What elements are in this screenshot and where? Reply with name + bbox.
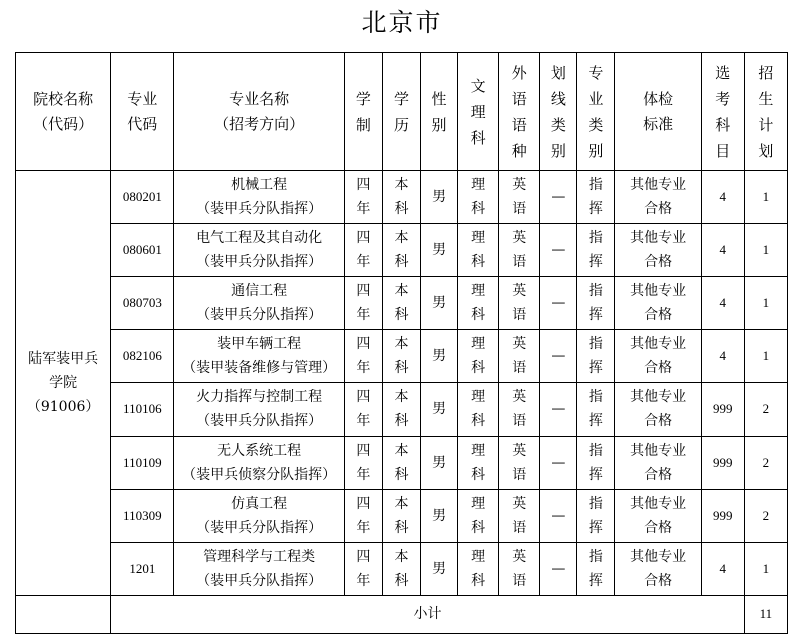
language-text: 英语 — [512, 177, 527, 218]
specialty-type — [577, 436, 615, 489]
duration-text: 四年 — [356, 283, 371, 324]
physical-line2: 合格 — [644, 572, 673, 589]
education — [382, 383, 420, 436]
physical — [615, 542, 701, 595]
physical-line1: 其他专业 — [630, 336, 687, 353]
header-plan — [744, 53, 787, 171]
major-name-text: 火力指挥与控制工程 — [196, 389, 323, 406]
header-major-name-line1: 专业名称 — [229, 89, 290, 108]
subjects: 4 — [701, 542, 744, 595]
subjects: 999 — [701, 383, 744, 436]
language-text: 英语 — [512, 495, 527, 536]
major-code: 110109 — [111, 436, 174, 489]
specialty-type — [577, 542, 615, 595]
line-type: — — [540, 277, 577, 330]
major-direction: （装甲兵分队指挥） — [196, 254, 323, 271]
duration-text: 四年 — [356, 177, 371, 218]
header-specialty-type — [577, 53, 615, 171]
line-type: — — [540, 489, 577, 542]
duration — [344, 383, 382, 436]
major-name-text: 管理科学与工程类 — [203, 548, 316, 565]
major-code: 110106 — [111, 383, 174, 436]
line-type: — — [540, 330, 577, 383]
physical-line2: 合格 — [644, 413, 673, 430]
major-code: 080703 — [111, 277, 174, 330]
language — [499, 330, 540, 383]
major-code: 080201 — [111, 171, 174, 224]
physical — [615, 436, 701, 489]
gender: 男 — [421, 330, 458, 383]
table-row — [16, 224, 788, 277]
major-code: 110309 — [111, 489, 174, 542]
education — [382, 489, 420, 542]
header-language — [499, 53, 540, 171]
physical-line2: 合格 — [644, 254, 673, 271]
header-line-type-text: 划线类别 — [550, 63, 566, 160]
language-text: 英语 — [512, 548, 527, 589]
header-plan-text: 招生计划 — [758, 63, 774, 160]
major-name — [174, 224, 344, 277]
education — [382, 171, 420, 224]
category — [458, 330, 499, 383]
category-text: 理科 — [471, 389, 486, 430]
school-name-line1: 陆军装甲兵 — [28, 350, 99, 367]
header-major-name-line2: （招考方向） — [214, 114, 305, 133]
language — [499, 489, 540, 542]
physical-line1: 其他专业 — [630, 230, 687, 247]
category — [458, 489, 499, 542]
major-name — [174, 277, 344, 330]
header-physical-line1: 体检 — [643, 89, 674, 108]
subjects: 4 — [701, 224, 744, 277]
header-education — [382, 53, 420, 171]
table-row — [16, 489, 788, 542]
category-text: 理科 — [471, 495, 486, 536]
major-direction: （装甲装备维修与管理） — [182, 360, 337, 377]
education-text: 本科 — [394, 442, 409, 483]
major-code: 080601 — [111, 224, 174, 277]
specialty-type-text: 指挥 — [588, 495, 603, 536]
header-school-line1: 院校名称 — [33, 89, 94, 108]
education — [382, 542, 420, 595]
gender: 男 — [421, 171, 458, 224]
plan: 1 — [744, 224, 787, 277]
specialty-type — [577, 383, 615, 436]
plan: 2 — [744, 436, 787, 489]
header-major-code — [111, 53, 174, 171]
duration — [344, 277, 382, 330]
subjects: 4 — [701, 330, 744, 383]
duration — [344, 171, 382, 224]
header-major-code-line2: 代码 — [127, 114, 158, 133]
header-row — [16, 53, 788, 171]
category-text: 理科 — [471, 442, 486, 483]
specialty-type — [577, 330, 615, 383]
physical-line1: 其他专业 — [630, 495, 687, 512]
header-major-name — [174, 53, 344, 171]
duration-text: 四年 — [356, 442, 371, 483]
line-type: — — [540, 171, 577, 224]
education-text: 本科 — [394, 230, 409, 271]
line-type: — — [540, 436, 577, 489]
physical-line1: 其他专业 — [630, 283, 687, 300]
major-direction: （装甲兵分队指挥） — [196, 201, 323, 218]
major-direction: （装甲兵侦察分队指挥） — [182, 466, 337, 483]
language-text: 英语 — [512, 442, 527, 483]
school-code: （91006） — [26, 398, 100, 415]
gender: 男 — [421, 489, 458, 542]
education — [382, 330, 420, 383]
major-name-text: 无人系统工程 — [217, 442, 302, 459]
physical — [615, 383, 701, 436]
physical-line1: 其他专业 — [630, 177, 687, 194]
education-text: 本科 — [394, 177, 409, 218]
education-text: 本科 — [394, 336, 409, 377]
major-direction: （装甲兵分队指挥） — [196, 307, 323, 324]
major-name-text: 机械工程 — [231, 177, 288, 194]
education-text: 本科 — [394, 283, 409, 324]
major-code: 1201 — [111, 542, 174, 595]
major-name-text: 仿真工程 — [231, 495, 288, 512]
category — [458, 436, 499, 489]
physical-line2: 合格 — [644, 360, 673, 377]
header-specialty-type-text: 专业类别 — [588, 63, 604, 160]
plan: 1 — [744, 330, 787, 383]
specialty-type-text: 指挥 — [588, 336, 603, 377]
specialty-type — [577, 224, 615, 277]
language — [499, 171, 540, 224]
physical-line1: 其他专业 — [630, 442, 687, 459]
specialty-type-text: 指挥 — [588, 389, 603, 430]
specialty-type-text: 指挥 — [588, 548, 603, 589]
category — [458, 224, 499, 277]
language-text: 英语 — [512, 336, 527, 377]
physical-line2: 合格 — [644, 519, 673, 536]
gender: 男 — [421, 542, 458, 595]
language — [499, 277, 540, 330]
major-code: 082106 — [111, 330, 174, 383]
major-direction: （装甲兵分队指挥） — [196, 519, 323, 536]
major-name — [174, 171, 344, 224]
header-physical-line2: 标准 — [643, 114, 674, 133]
language — [499, 436, 540, 489]
school-cell — [16, 171, 111, 596]
major-name — [174, 383, 344, 436]
duration — [344, 542, 382, 595]
subtotal-value: 11 — [744, 595, 787, 633]
table-row — [16, 277, 788, 330]
specialty-type-text: 指挥 — [588, 442, 603, 483]
header-education-text: 学历 — [393, 89, 409, 134]
table-row — [16, 436, 788, 489]
duration — [344, 436, 382, 489]
physical-line1: 其他专业 — [630, 548, 687, 565]
major-name-text: 通信工程 — [231, 283, 288, 300]
subtotal-spacer — [16, 595, 111, 633]
physical — [615, 489, 701, 542]
specialty-type — [577, 171, 615, 224]
education-text: 本科 — [394, 548, 409, 589]
subjects: 999 — [701, 489, 744, 542]
gender: 男 — [421, 224, 458, 277]
header-gender — [421, 53, 458, 171]
table-row — [16, 383, 788, 436]
major-direction: （装甲兵分队指挥） — [196, 572, 323, 589]
education — [382, 436, 420, 489]
physical — [615, 277, 701, 330]
subjects: 999 — [701, 436, 744, 489]
line-type: — — [540, 383, 577, 436]
category — [458, 383, 499, 436]
language-text: 英语 — [512, 389, 527, 430]
line-type: — — [540, 224, 577, 277]
header-duration-text: 学制 — [355, 89, 371, 134]
major-direction: （装甲兵分队指挥） — [196, 413, 323, 430]
category-text: 理科 — [471, 283, 486, 324]
plan: 1 — [744, 542, 787, 595]
category-text: 理科 — [471, 177, 486, 218]
major-name-text: 电气工程及其自动化 — [196, 230, 323, 247]
duration-text: 四年 — [356, 230, 371, 271]
physical — [615, 224, 701, 277]
physical-line2: 合格 — [644, 201, 673, 218]
header-major-code-line1: 专业 — [127, 89, 158, 108]
major-name — [174, 436, 344, 489]
gender: 男 — [421, 383, 458, 436]
specialty-type-text: 指挥 — [588, 177, 603, 218]
header-school-line2: （代码） — [33, 114, 94, 133]
category — [458, 277, 499, 330]
major-name — [174, 542, 344, 595]
language-text: 英语 — [512, 283, 527, 324]
physical-line1: 其他专业 — [630, 389, 687, 406]
gender: 男 — [421, 277, 458, 330]
header-line-type — [540, 53, 577, 171]
education — [382, 277, 420, 330]
subjects: 4 — [701, 277, 744, 330]
language-text: 英语 — [512, 230, 527, 271]
subtotal-label: 小计 — [111, 595, 745, 633]
header-gender-text: 性别 — [431, 89, 447, 134]
duration — [344, 489, 382, 542]
duration — [344, 330, 382, 383]
header-subjects — [701, 53, 744, 171]
major-name — [174, 489, 344, 542]
header-school — [16, 53, 111, 171]
duration-text: 四年 — [356, 336, 371, 377]
category-text: 理科 — [471, 548, 486, 589]
education — [382, 224, 420, 277]
plan: 1 — [744, 171, 787, 224]
school-name-line2: 学院 — [49, 374, 78, 391]
page-title: 北京市 — [361, 8, 443, 37]
table-row — [16, 171, 788, 224]
specialty-type-text: 指挥 — [588, 230, 603, 271]
subtotal-row — [16, 595, 788, 633]
specialty-type — [577, 489, 615, 542]
specialty-type-text: 指挥 — [588, 283, 603, 324]
header-subjects-text: 选考科目 — [715, 63, 731, 160]
physical-line2: 合格 — [644, 466, 673, 483]
plan: 2 — [744, 489, 787, 542]
duration-text: 四年 — [356, 495, 371, 536]
category — [458, 542, 499, 595]
table-row — [16, 542, 788, 595]
header-duration — [344, 53, 382, 171]
gender: 男 — [421, 436, 458, 489]
specialty-type — [577, 277, 615, 330]
education-text: 本科 — [394, 389, 409, 430]
subjects: 4 — [701, 171, 744, 224]
language — [499, 224, 540, 277]
physical — [615, 330, 701, 383]
education-text: 本科 — [394, 495, 409, 536]
language — [499, 383, 540, 436]
category-text: 理科 — [471, 336, 486, 377]
physical-line2: 合格 — [644, 307, 673, 324]
language — [499, 542, 540, 595]
major-name-text: 装甲车辆工程 — [217, 336, 302, 353]
plan: 2 — [744, 383, 787, 436]
physical — [615, 171, 701, 224]
header-language-text: 外语语种 — [511, 63, 527, 160]
category-text: 理科 — [471, 230, 486, 271]
table-row — [16, 330, 788, 383]
category — [458, 171, 499, 224]
major-name — [174, 330, 344, 383]
duration-text: 四年 — [356, 389, 371, 430]
plan: 1 — [744, 277, 787, 330]
duration — [344, 224, 382, 277]
line-type: — — [540, 542, 577, 595]
header-category — [458, 53, 499, 171]
enrollment-table — [15, 52, 788, 634]
header-category-text: 文理科 — [470, 76, 486, 147]
header-physical — [615, 53, 701, 171]
duration-text: 四年 — [356, 548, 371, 589]
